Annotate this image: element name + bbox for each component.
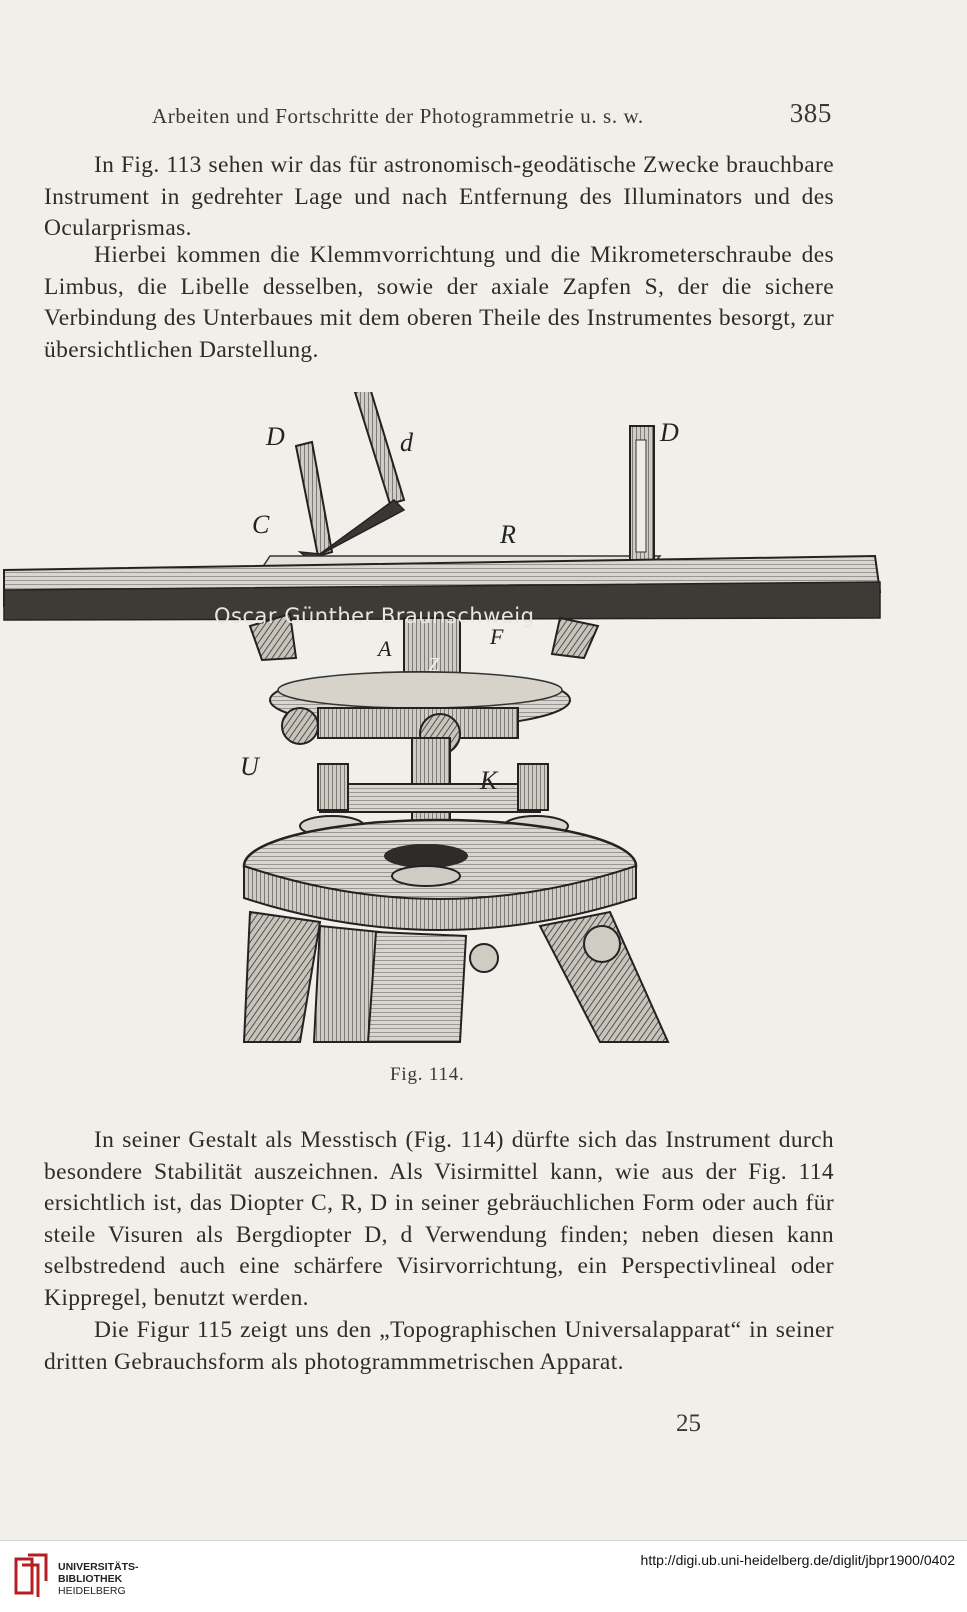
- label-A: A: [378, 636, 392, 661]
- label-U: U: [240, 752, 259, 781]
- paragraph-2: [44, 240, 834, 366]
- label-R: R: [500, 520, 516, 549]
- signature-mark: 25: [676, 1410, 701, 1437]
- permalink-url[interactable]: http://digi.ub.uni-heidelberg.de/diglit/jbpr1900/0402: [640, 1552, 955, 1568]
- figure-114: [0, 392, 967, 1062]
- label-Z: Z: [428, 654, 440, 676]
- paragraph-3-text: In seiner Gestalt als Messtisch (Fig. 114) dürfte sich das Instrument durch besondere Stabilität auszeichnen. Als Visirmittel kann, wie aus der Fig. 114 ersichtlich ist, das Diopter C, R, D in seiner gebräuchlichen Form oder auch für steile Visuren als Bergdiopter D, d Verwendung finden; neben diesen kann selbstredend auch eine schärfere Visirvorrichtung, ein Perspectivlineal oder Kippregel, benutzt werden.: [44, 1127, 834, 1311]
- paragraph-2-text: Hierbei kommen die Klemmvorrichtung und die Mikrometerschraube des Limbus, die Libelle desselben, sowie der axiale Zapfen S, der die sichere Verbindung des Unterbaues mit dem oberen Theile des Instrumentes besorgt, zur übersichtlichen Darstellung.: [44, 242, 834, 363]
- paragraph-3: [44, 1125, 834, 1314]
- library-line-2: BIBLIOTHEK: [58, 1573, 123, 1585]
- label-C: C: [252, 510, 270, 539]
- running-head: [152, 100, 832, 134]
- label-D-right: D: [660, 418, 679, 447]
- library-line-1: UNIVERSITÄTS-: [58, 1561, 139, 1573]
- instrument-engraving: [0, 392, 967, 1062]
- library-line-3: HEIDELBERG: [58, 1585, 126, 1597]
- paragraph-1-text: In Fig. 113 sehen wir das für astronomisch-geodätische Zwecke brauchbare Instrument in gedrehter Lage und nach Entfernung des Illuminators und des Ocularprismas.: [44, 152, 834, 241]
- label-K: K: [480, 766, 498, 795]
- engraver-stamp: Oscar Günther Braunschweig: [214, 604, 535, 628]
- figure-caption: Fig. 114.: [390, 1064, 465, 1085]
- running-title: Arbeiten und Fortschritte der Photogrammetrie u. s. w.: [152, 104, 644, 128]
- page-number: 385: [789, 98, 832, 128]
- footer-bar: [0, 1540, 967, 1612]
- library-logo-icon: [12, 1553, 58, 1599]
- label-d: d: [400, 428, 413, 457]
- label-F: F: [490, 624, 504, 649]
- library-name: [58, 1561, 139, 1597]
- paragraph-1: [44, 150, 834, 245]
- paragraph-4-text: Die Figur 115 zeigt uns den „Topographischen Universalapparat“ in seiner dritten Gebrauchsform als photogrammmetrischen Apparat.: [44, 1317, 834, 1375]
- label-D-left: D: [266, 422, 285, 451]
- paragraph-4: [44, 1315, 834, 1378]
